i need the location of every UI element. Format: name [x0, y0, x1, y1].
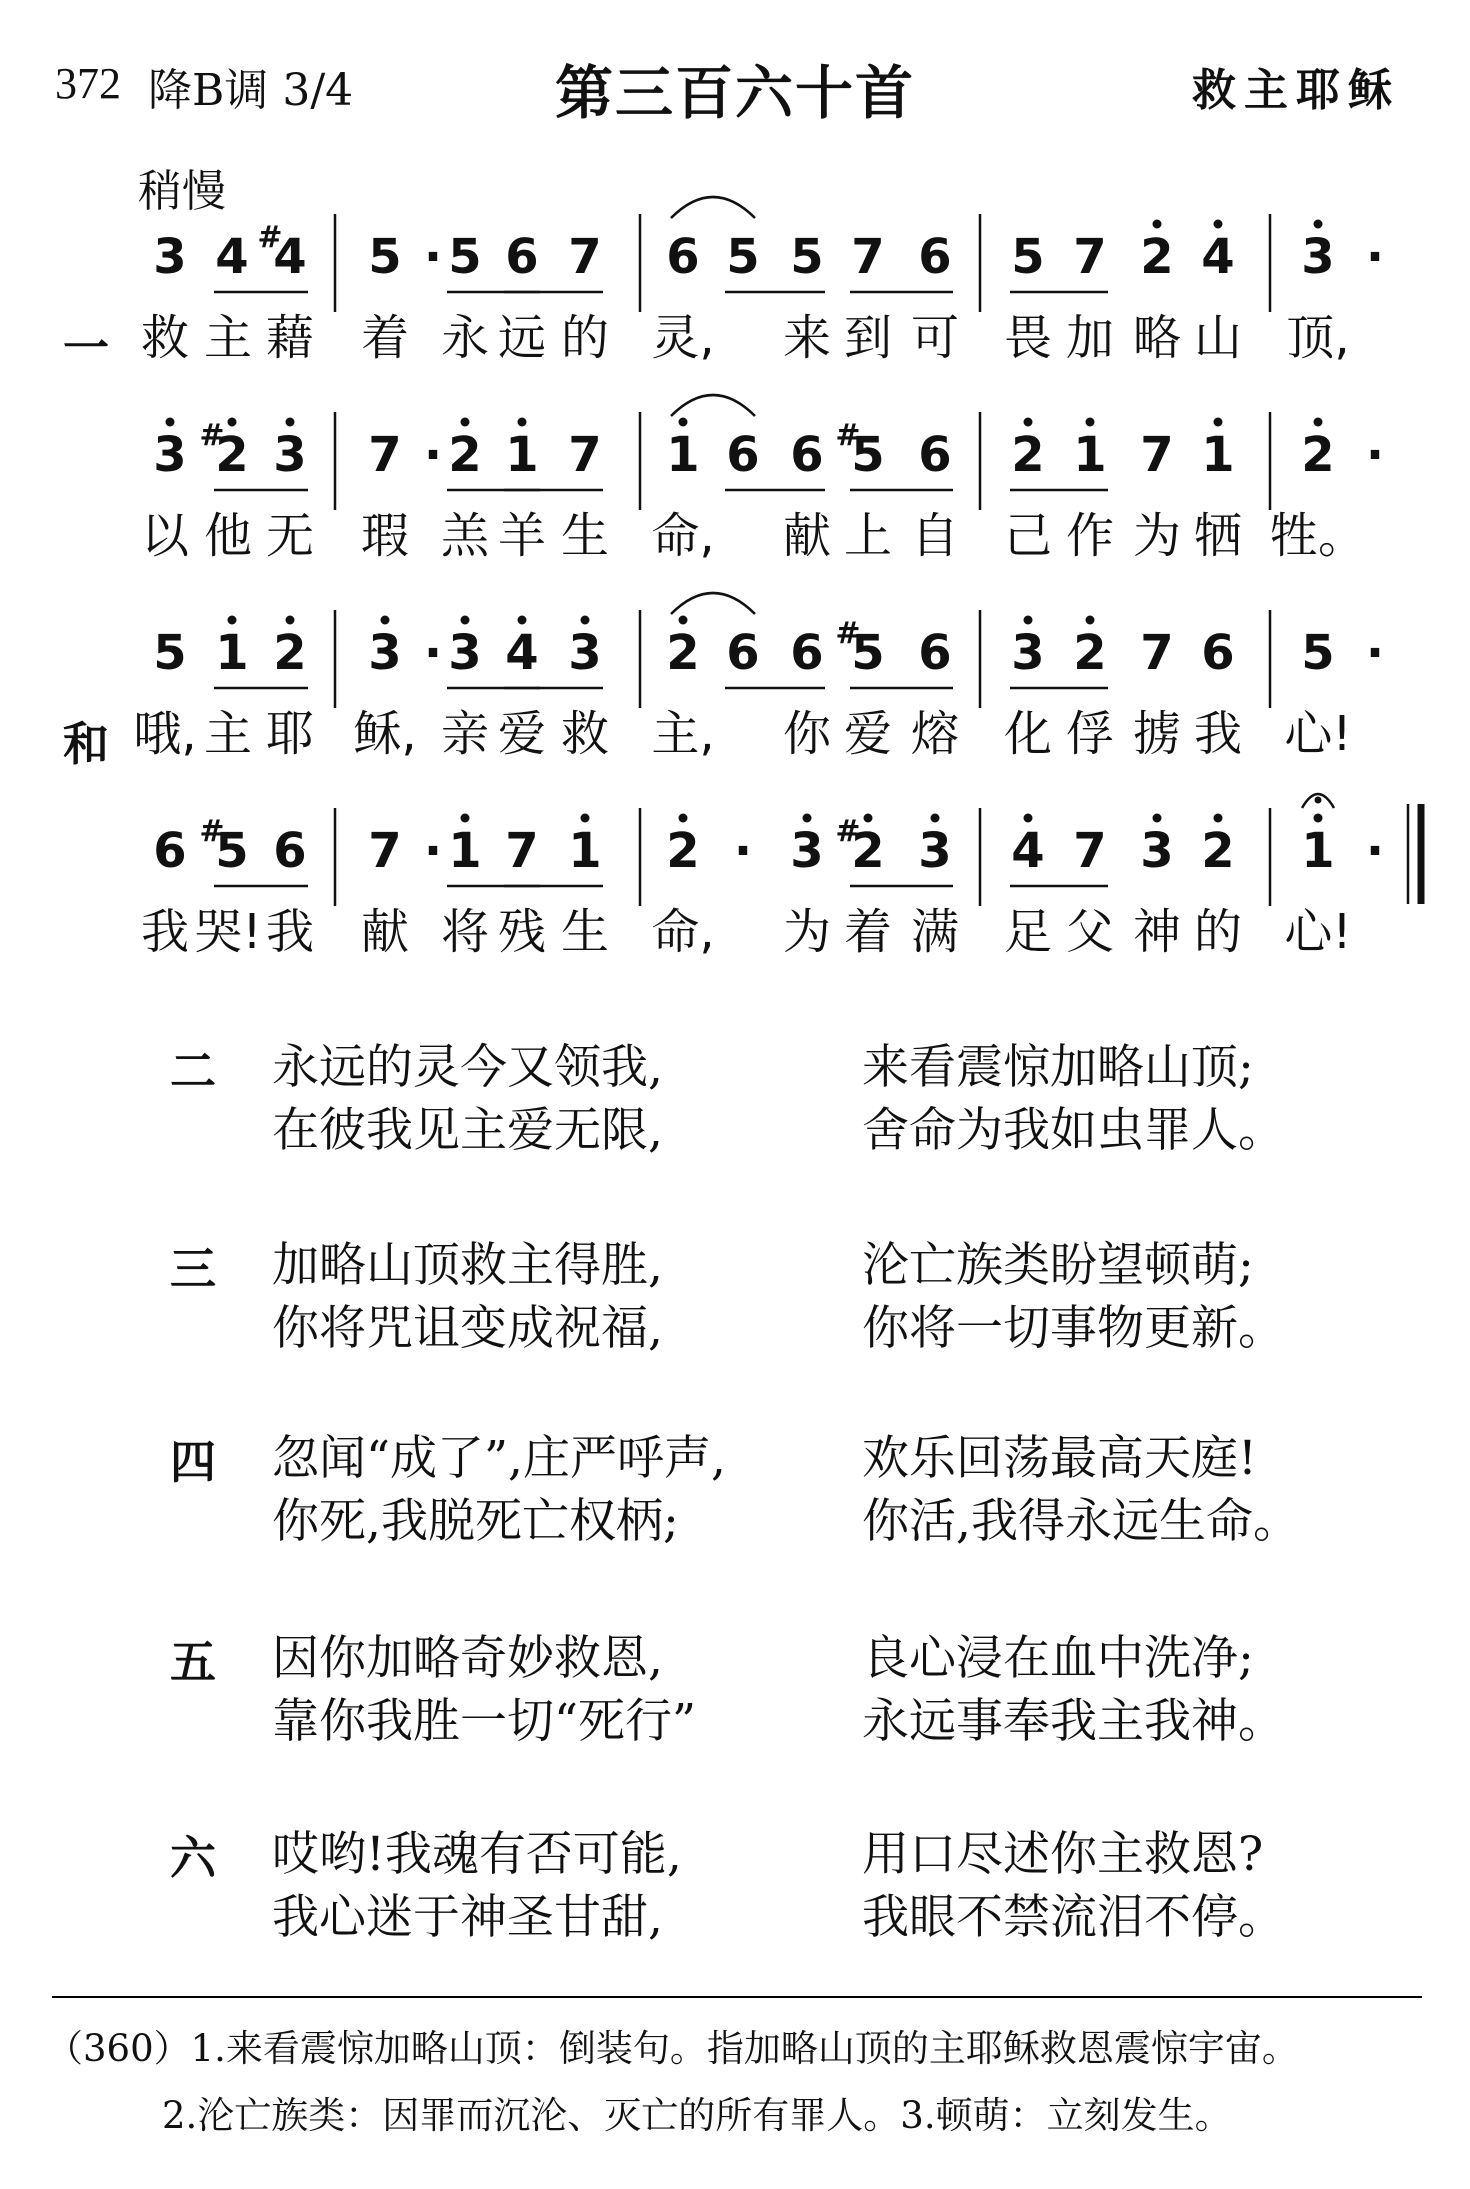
- note: 3: [790, 823, 824, 879]
- lyric-syllable: 主: [203, 310, 253, 366]
- lyric-syllable: 的: [560, 310, 610, 366]
- verse-number: 二: [170, 1044, 216, 1098]
- octave-dot: [1214, 418, 1223, 427]
- note: 1: [448, 823, 482, 879]
- octave-dot: [864, 814, 873, 823]
- verse-line: 舍命为我如虫罪人。: [862, 1103, 1285, 1158]
- octave-dot: [803, 814, 812, 823]
- lyric-syllable: 将: [440, 904, 490, 960]
- note: 2: [666, 823, 700, 879]
- lyric-syllable: 化: [1003, 706, 1053, 762]
- lyric-syllable: 山: [1193, 310, 1243, 366]
- note: 6: [726, 427, 760, 483]
- note: 2: [1201, 823, 1235, 879]
- key-signature: 降B调 3/4: [148, 65, 354, 116]
- verse-line: 因你加略奇妙救恩,: [272, 1631, 663, 1686]
- sharp-sign: #: [835, 616, 861, 651]
- note: 1: [666, 427, 700, 483]
- note: 2: [215, 427, 249, 483]
- augmentation-dot: ·: [1365, 625, 1385, 681]
- lyric-syllable: 以: [140, 508, 190, 564]
- lyric-syllable: 灵,: [651, 310, 715, 366]
- score-lines: [0, 0, 1470, 1000]
- augmentation-dot: ·: [1365, 229, 1385, 285]
- lyric-syllable: 到: [843, 310, 893, 366]
- lyric-syllable: 己: [1003, 508, 1053, 564]
- note: 6: [918, 625, 952, 681]
- note: 3: [918, 823, 952, 879]
- note: 1: [505, 427, 539, 483]
- octave-dot: [228, 418, 237, 427]
- footnote-line-2: 2.沦亡族类：因罪而沉沦、灭亡的所有罪人。3.顿萌：立刻发生。: [162, 2094, 1232, 2137]
- lyric-syllable: 的: [1193, 904, 1243, 960]
- lyric-syllable: 来: [782, 310, 832, 366]
- note: 7: [1073, 823, 1107, 879]
- verse-line: 靠你我胜一切“死行”: [272, 1694, 697, 1749]
- octave-dot: [581, 814, 590, 823]
- octave-dot: [286, 418, 295, 427]
- octave-dot: [286, 616, 295, 625]
- footnote-divider: [52, 1996, 1422, 1998]
- note: 3: [153, 427, 187, 483]
- note: 6: [726, 625, 760, 681]
- note: 2: [1011, 427, 1045, 483]
- augmentation-dot: ·: [423, 823, 443, 879]
- lyric-syllable: 命,: [651, 508, 715, 564]
- note: 6: [153, 823, 187, 879]
- augmentation-dot: ·: [733, 823, 753, 879]
- lyric-syllable: 心!: [1284, 904, 1352, 960]
- note: 7: [568, 229, 602, 285]
- octave-dot: [461, 418, 470, 427]
- lyric-syllable: 亲: [440, 706, 490, 762]
- octave-dot: [931, 814, 940, 823]
- lyric-syllable: 无: [265, 508, 315, 564]
- octave-dot: [461, 814, 470, 823]
- verse-line: 哎哟!我魂有否可能,: [272, 1827, 682, 1882]
- lyric-syllable: 足: [1003, 904, 1053, 960]
- note: 5: [851, 427, 885, 483]
- note: 5: [215, 823, 249, 879]
- note: 2: [448, 427, 482, 483]
- verse-number: 六: [170, 1831, 216, 1885]
- lyric-syllable: 哦,: [133, 706, 197, 762]
- note: 3: [1301, 229, 1335, 285]
- lyric-syllable: 父: [1065, 904, 1115, 960]
- octave-dot: [1214, 814, 1223, 823]
- note: 6: [505, 229, 539, 285]
- verse-line: 我心迷于神圣甘甜,: [272, 1890, 663, 1945]
- sharp-sign: #: [835, 814, 861, 849]
- note: 2: [1301, 427, 1335, 483]
- lyric-syllable: 献: [360, 904, 410, 960]
- octave-dot: [1086, 616, 1095, 625]
- lyric-syllable: 主,: [651, 706, 715, 762]
- augmentation-dot: ·: [423, 427, 443, 483]
- lyric-syllable: 他: [203, 508, 253, 564]
- octave-dot: [1086, 418, 1095, 427]
- sharp-sign: #: [199, 418, 225, 453]
- note: 4: [273, 229, 307, 285]
- octave-dot: [166, 418, 175, 427]
- note: 1: [1201, 427, 1235, 483]
- lyric-syllable: 为: [1132, 508, 1182, 564]
- lyric-syllable: 畏: [1003, 310, 1053, 366]
- note: 1: [215, 625, 249, 681]
- verse-line: 忽闻“成了”,庄严呼声,: [272, 1431, 726, 1486]
- lyric-syllable: 俘: [1065, 706, 1115, 762]
- tie-arc: [671, 197, 755, 218]
- note: 1: [568, 823, 602, 879]
- note: 7: [851, 229, 885, 285]
- lyric-syllable: 藉: [265, 310, 315, 366]
- note: 5: [851, 625, 885, 681]
- note: 6: [790, 427, 824, 483]
- lyric-syllable: 满: [910, 904, 960, 960]
- octave-dot: [581, 616, 590, 625]
- octave-dot: [1153, 814, 1162, 823]
- verse-line: 永远的灵今又领我,: [272, 1040, 663, 1095]
- lyric-syllable: 我: [140, 904, 190, 960]
- lyric-syllable: 加: [1065, 310, 1115, 366]
- hymn-title: 第三百六十首: [554, 59, 915, 127]
- octave-dot: [381, 616, 390, 625]
- augmentation-dot: ·: [423, 625, 443, 681]
- lyric-syllable: 牺: [1193, 508, 1243, 564]
- note: 3: [273, 427, 307, 483]
- lyric-syllable: 上: [843, 508, 893, 564]
- verse-line: 你活,我得永远生命。: [862, 1494, 1300, 1549]
- lyric-syllable: 熔: [910, 706, 960, 762]
- lyric-syllable: 稣,: [353, 706, 417, 762]
- lyric-syllable: 羊: [497, 508, 547, 564]
- note: 4: [505, 625, 539, 681]
- lyric-syllable: 着: [360, 310, 410, 366]
- verse-line: 在彼我见主爱无限,: [272, 1103, 663, 1158]
- lyric-syllable: 心!: [1284, 706, 1352, 762]
- octave-dot: [1314, 814, 1323, 823]
- lyric-syllable: 略: [1132, 310, 1182, 366]
- lyric-syllable: 你: [782, 706, 832, 762]
- note: 2: [273, 625, 307, 681]
- note: 6: [918, 229, 952, 285]
- octave-dot: [679, 814, 688, 823]
- note: 7: [1140, 427, 1174, 483]
- octave-dot: [1214, 220, 1223, 229]
- lyric-syllable: 献: [782, 508, 832, 564]
- lyric-syllable: 作: [1065, 508, 1115, 564]
- lyric-syllable: 远: [497, 310, 547, 366]
- lyric-syllable: 生: [560, 904, 610, 960]
- octave-dot: [1153, 220, 1162, 229]
- octave-dot: [679, 418, 688, 427]
- lyric-syllable: 耶: [265, 706, 315, 762]
- sharp-sign: #: [199, 814, 225, 849]
- verse-number: 三: [170, 1242, 216, 1296]
- augmentation-dot: ·: [423, 229, 443, 285]
- octave-dot: [1024, 616, 1033, 625]
- verse-line: 你将一切事物更新。: [862, 1301, 1285, 1356]
- octave-dot: [228, 616, 237, 625]
- lyric-syllable: 瑕: [360, 508, 410, 564]
- hymn-number: 372: [55, 59, 121, 108]
- note: 6: [273, 823, 307, 879]
- note: 5: [448, 229, 482, 285]
- note: 3: [1140, 823, 1174, 879]
- augmentation-dot: ·: [1365, 823, 1385, 879]
- lyric-syllable: 救: [140, 310, 190, 366]
- lyric-syllable: 羔: [440, 508, 490, 564]
- note: 7: [1073, 229, 1107, 285]
- lyric-syllable: 神: [1132, 904, 1182, 960]
- note: 1: [1301, 823, 1335, 879]
- octave-dot: [518, 418, 527, 427]
- tie-arc: [671, 395, 755, 416]
- octave-dot: [1314, 220, 1323, 229]
- note: 7: [1140, 625, 1174, 681]
- verse-number: 五: [170, 1635, 216, 1689]
- octave-dot: [518, 616, 527, 625]
- note: 4: [215, 229, 249, 285]
- note: 5: [790, 229, 824, 285]
- verse-label: 一: [63, 321, 109, 375]
- octave-dot: [1024, 418, 1033, 427]
- lyric-syllable: 永: [440, 310, 490, 366]
- verse-line: 你死,我脱死亡权柄;: [272, 1494, 679, 1549]
- note: 3: [568, 625, 602, 681]
- note: 7: [568, 427, 602, 483]
- octave-dot: [1024, 814, 1033, 823]
- note: 5: [153, 625, 187, 681]
- note: 2: [1073, 625, 1107, 681]
- verse-line: 我眼不禁流泪不停。: [862, 1890, 1285, 1945]
- verse-line: 永远事奉我主我神。: [862, 1694, 1285, 1749]
- verse-label: 和: [63, 717, 109, 771]
- note: 7: [505, 823, 539, 879]
- note: 7: [368, 823, 402, 879]
- sharp-sign: #: [835, 418, 861, 453]
- verse-line: 加略山顶救主得胜,: [272, 1238, 663, 1293]
- augmentation-dot: ·: [1365, 427, 1385, 483]
- verse-line: 来看震惊加略山顶;: [862, 1040, 1254, 1095]
- lyric-syllable: 牲。: [1269, 508, 1367, 564]
- lyric-syllable: 自: [910, 508, 960, 564]
- lyric-syllable: 生: [560, 508, 610, 564]
- note: 6: [918, 427, 952, 483]
- lyric-syllable: 爱: [497, 706, 547, 762]
- note: 4: [1011, 823, 1045, 879]
- octave-dot: [461, 616, 470, 625]
- note: 6: [790, 625, 824, 681]
- note: 5: [368, 229, 402, 285]
- tie-arc: [671, 593, 755, 614]
- verse-line: 沦亡族类盼望顿萌;: [862, 1238, 1254, 1293]
- tempo-marking: 稍慢: [138, 166, 226, 217]
- note: 1: [1073, 427, 1107, 483]
- lyric-syllable: 救: [560, 706, 610, 762]
- verse-line: 你将咒诅变成祝福,: [272, 1301, 663, 1356]
- lyric-syllable: 命,: [651, 904, 715, 960]
- lyric-syllable: 我: [1193, 706, 1243, 762]
- verse-line: 用口尽述你主救恩?: [862, 1827, 1264, 1882]
- note: 5: [1301, 625, 1335, 681]
- note: 4: [1201, 229, 1235, 285]
- octave-dot: [679, 616, 688, 625]
- note: 7: [368, 427, 402, 483]
- lyric-syllable: 主: [203, 706, 253, 762]
- lyric-syllable: 可: [910, 310, 960, 366]
- note: 6: [1201, 625, 1235, 681]
- note: 6: [666, 229, 700, 285]
- lyric-syllable: 哭!: [194, 904, 262, 960]
- lyric-syllable: 残: [497, 904, 547, 960]
- tune-name: 救主耶稣: [1192, 65, 1400, 116]
- lyric-syllable: 爱: [843, 706, 893, 762]
- octave-dot: [1314, 418, 1323, 427]
- footnote-line-1: （360）1.来看震惊加略山顶：倒装句。指加略山顶的主耶稣救恩震惊宇宙。: [46, 2027, 1299, 2070]
- lyric-syllable: 为: [782, 904, 832, 960]
- lyric-syllable: 我: [265, 904, 315, 960]
- note: 3: [368, 625, 402, 681]
- note: 5: [726, 229, 760, 285]
- note: 2: [851, 823, 885, 879]
- verse-line: 良心浸在血中洗净;: [862, 1631, 1254, 1686]
- lyric-syllable: 掳: [1132, 706, 1182, 762]
- lyric-syllable: 着: [843, 904, 893, 960]
- lyric-syllable: 顶,: [1286, 310, 1350, 366]
- verse-line: 欢乐回荡最高天庭!: [862, 1431, 1257, 1486]
- note: 3: [448, 625, 482, 681]
- verse-number: 四: [170, 1435, 216, 1489]
- note: 2: [1140, 229, 1174, 285]
- sharp-sign: #: [257, 220, 283, 255]
- note: 5: [1011, 229, 1045, 285]
- note: 3: [1011, 625, 1045, 681]
- note: 3: [153, 229, 187, 285]
- note: 2: [666, 625, 700, 681]
